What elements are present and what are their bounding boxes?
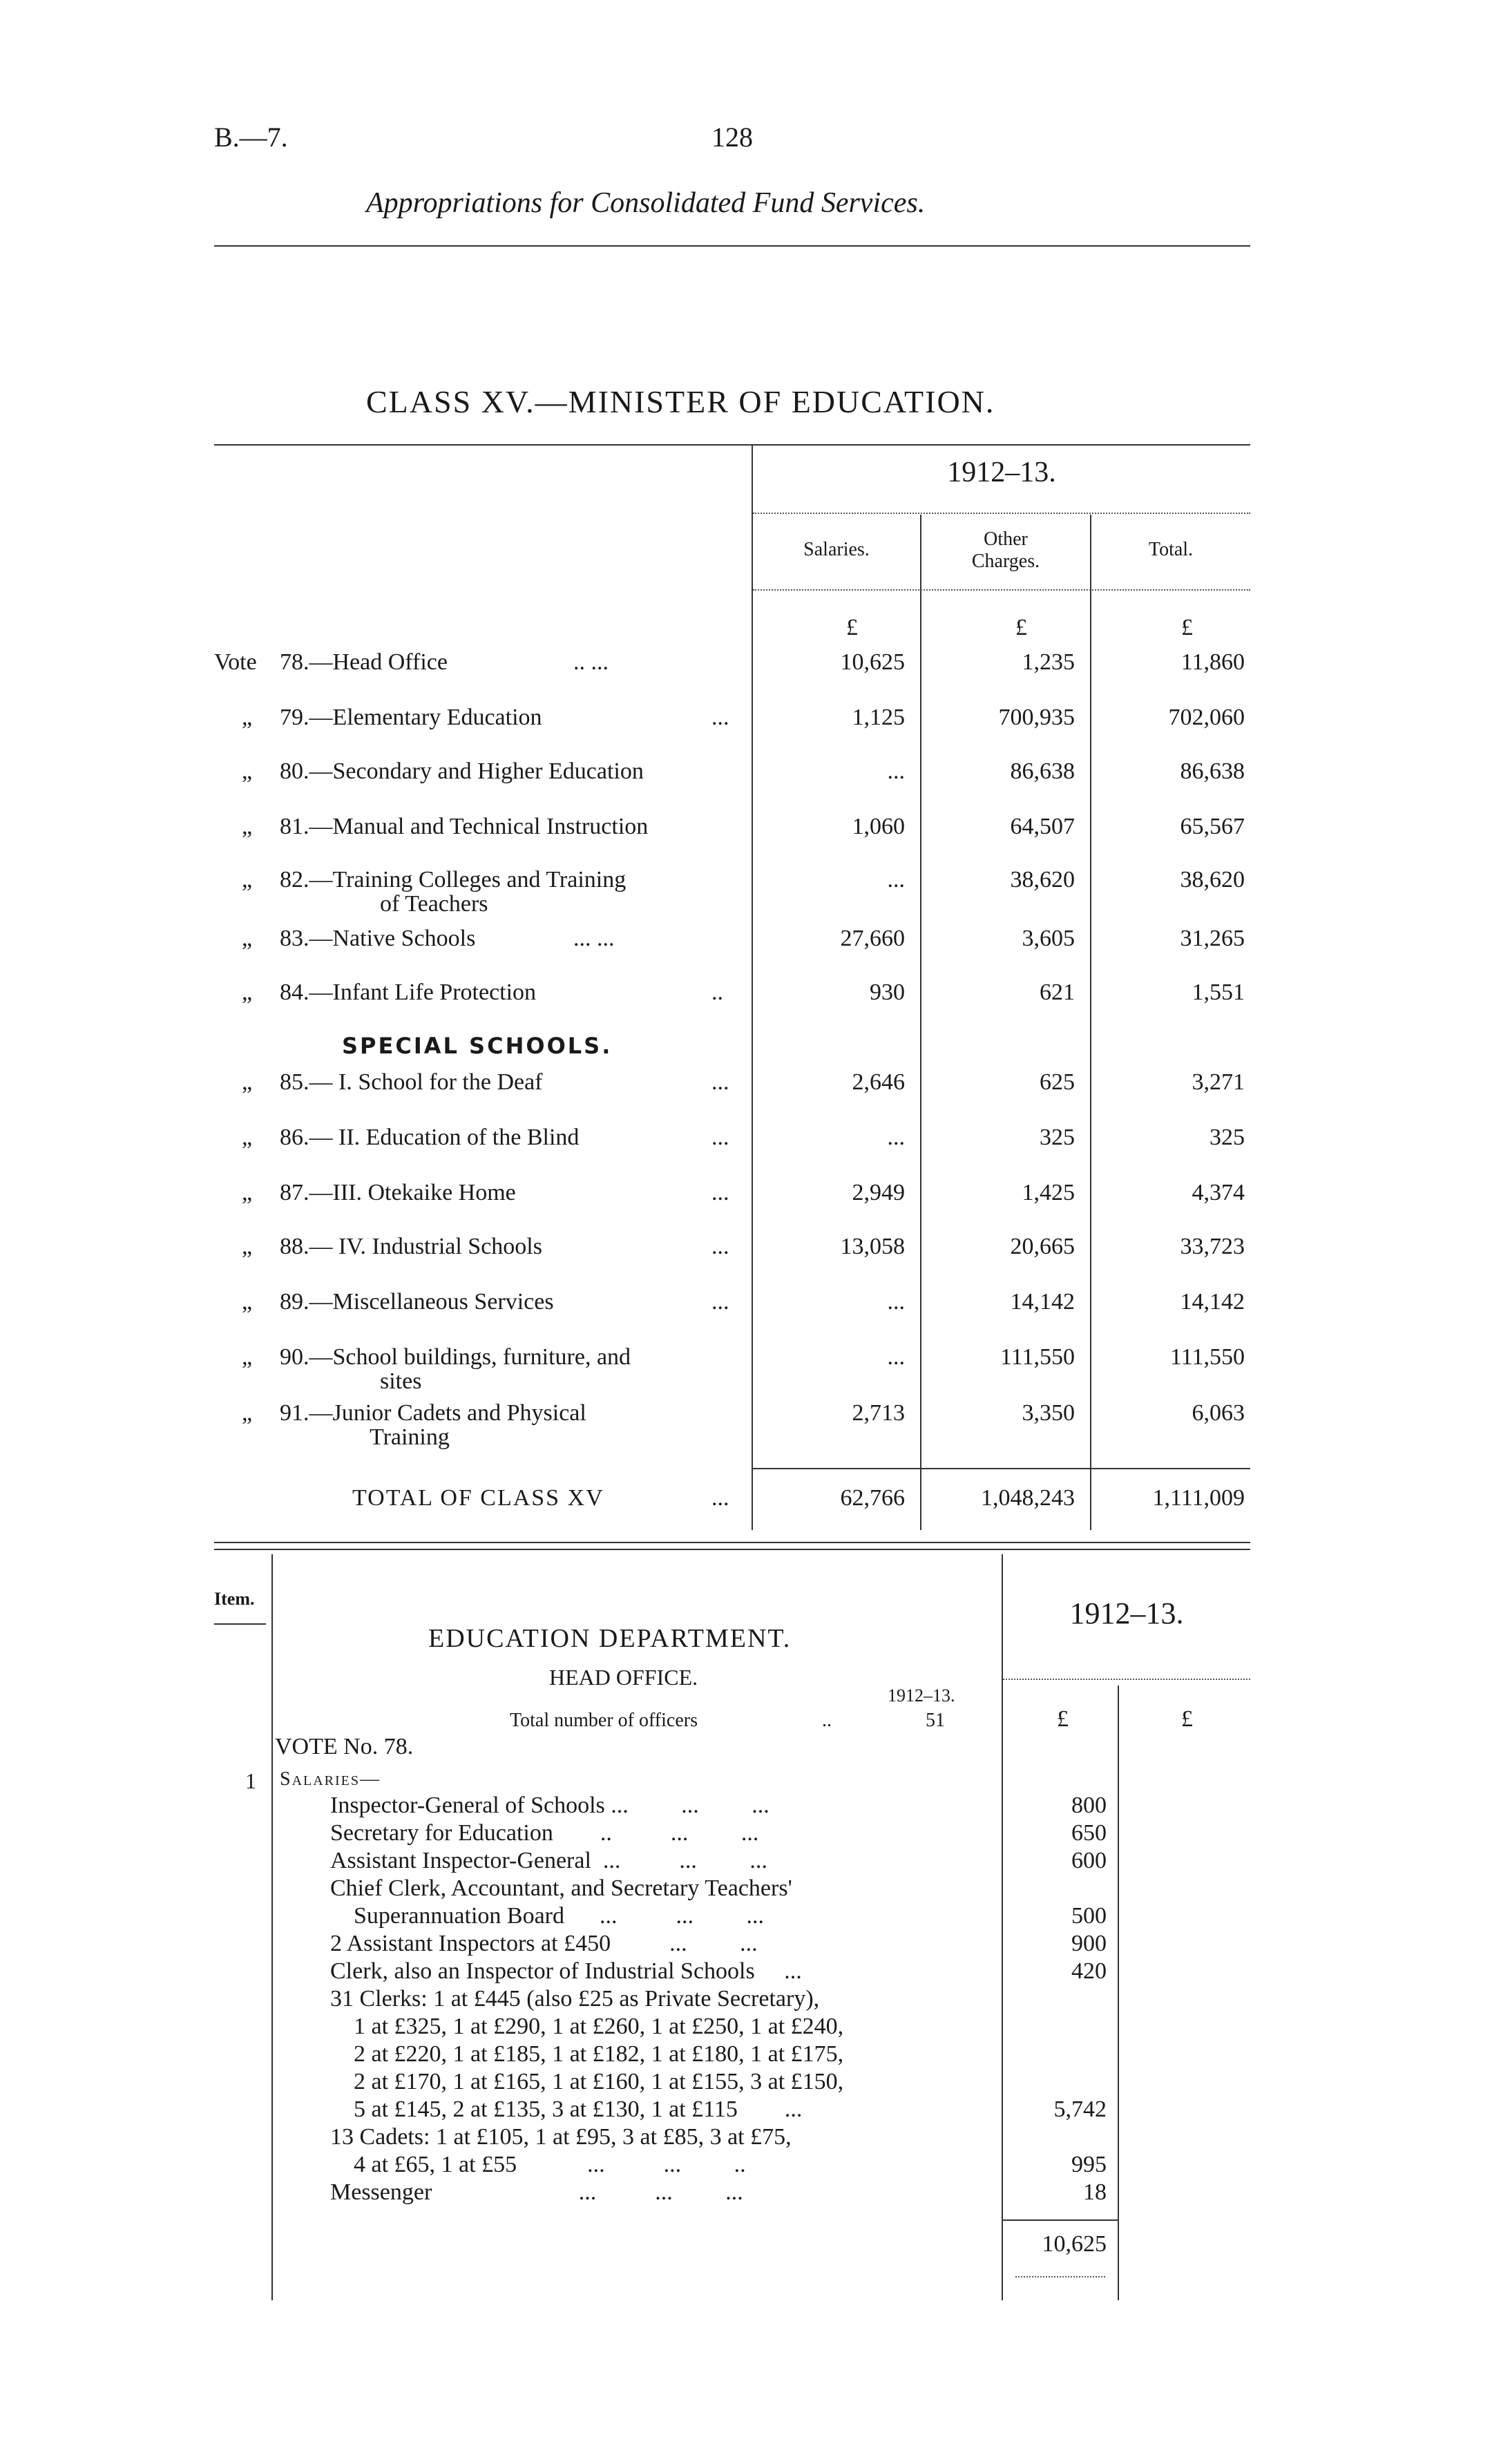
amount-sub-col-rule xyxy=(1118,1685,1119,2300)
col-salaries-header: Salaries. xyxy=(803,539,870,560)
row-total: 4,374 xyxy=(1192,1180,1245,1205)
row-salaries: ... xyxy=(887,1344,905,1370)
total-top-rule xyxy=(753,1468,1250,1469)
row-prefix: „ xyxy=(242,1069,253,1095)
row-other-charges: 625 xyxy=(1040,1069,1075,1095)
row-prefix: „ xyxy=(242,1125,253,1150)
row-prefix: „ xyxy=(242,1400,253,1426)
salary-line: 4 at £65, 1 at £55 ... ... .. xyxy=(330,2152,746,2177)
salary-line: Clerk, also an Inspector of Industrial Schools ... xyxy=(330,1958,802,1984)
col-other-header-1: Other xyxy=(984,528,1028,550)
row-other-charges: 1,235 xyxy=(1022,649,1075,675)
row-prefix: „ xyxy=(242,1344,253,1370)
total-other: 1,048,243 xyxy=(981,1485,1075,1511)
row-other-charges: 14,142 xyxy=(1010,1289,1075,1315)
officers-label: Total number of officers xyxy=(510,1710,698,1731)
row-label: 91.—Junior Cadets and Physical xyxy=(280,1400,586,1426)
salary-line: Secretary for Education .. ... ... xyxy=(330,1820,759,1846)
row-dots: .. ... xyxy=(573,649,609,675)
row-other-charges: 700,935 xyxy=(998,705,1075,730)
total-bottom-rule-2 xyxy=(214,1549,1250,1550)
row-total: 11,860 xyxy=(1180,649,1245,675)
header-divider xyxy=(753,589,1250,591)
salary-amount: 900 xyxy=(1071,1931,1107,1956)
header-rule xyxy=(214,245,1250,247)
row-other-charges: 1,425 xyxy=(1022,1180,1075,1205)
row-total: 111,550 xyxy=(1170,1344,1245,1370)
total-salaries: 62,766 xyxy=(840,1485,905,1511)
salary-line: 13 Cadets: 1 at £105, 1 at £95, 3 at £85, 3 at £75, xyxy=(330,2124,792,2150)
salary-line: Assistant Inspector-General ... ... ... xyxy=(330,1848,767,1873)
salaries-heading: Salaries— xyxy=(280,1768,381,1790)
salary-amount: 995 xyxy=(1071,2152,1107,2177)
currency-other: £ xyxy=(1015,615,1027,640)
row-other-charges: 3,605 xyxy=(1022,926,1075,951)
class-title: CLASS XV.—MINISTER OF EDUCATION. xyxy=(366,384,995,419)
row-prefix: „ xyxy=(242,980,253,1005)
row-salaries: 2,646 xyxy=(852,1069,905,1095)
special-schools-heading: SPECIAL SCHOOLS. xyxy=(342,1033,613,1059)
row-total: 6,063 xyxy=(1192,1400,1245,1426)
class-year: 1912–13. xyxy=(947,457,1056,488)
row-label-continued: of Teachers xyxy=(380,891,488,917)
row-other-charges: 111,550 xyxy=(1000,1344,1075,1370)
salaries-subtotal: 10,625 xyxy=(1042,2231,1107,2257)
year-divider xyxy=(753,513,1250,514)
row-total: 325 xyxy=(1210,1125,1245,1150)
row-prefix: Vote xyxy=(214,649,257,675)
currency-total: £ xyxy=(1181,615,1193,640)
salary-line: 2 at £170, 1 at £165, 1 at £160, 1 at £155, 3 at £150, xyxy=(330,2069,844,2094)
row-total: 38,620 xyxy=(1180,867,1245,892)
row-total: 702,060 xyxy=(1168,705,1245,730)
class-table-top-rule xyxy=(214,444,1250,446)
row-salaries: 10,625 xyxy=(840,649,905,675)
row-prefix: „ xyxy=(242,867,253,892)
row-total: 86,638 xyxy=(1180,758,1245,784)
row-prefix: „ xyxy=(242,1234,253,1259)
row-salaries: 2,949 xyxy=(852,1180,905,1205)
row-salaries: 2,713 xyxy=(852,1400,905,1426)
row-prefix: „ xyxy=(242,758,253,784)
row-label: 84.—Infant Life Protection xyxy=(280,980,537,1005)
salary-line: 2 Assistant Inspectors at £450 ... ... xyxy=(330,1931,758,1956)
salary-amount: 500 xyxy=(1071,1903,1107,1929)
row-prefix: „ xyxy=(242,926,253,951)
row-dots: ... ... xyxy=(573,926,615,951)
row-salaries: ... xyxy=(887,1125,905,1150)
row-other-charges: 86,638 xyxy=(1010,758,1075,784)
row-prefix: „ xyxy=(242,705,253,730)
currency-salaries: £ xyxy=(846,615,858,640)
vote-label: VOTE No. 78. xyxy=(275,1734,414,1759)
salary-line: Messenger ... ... ... xyxy=(330,2179,743,2205)
dept-year-divider xyxy=(1003,1679,1250,1680)
total-total: 1,111,009 xyxy=(1152,1485,1245,1511)
dept-year-right: 1912–13. xyxy=(1069,1596,1184,1630)
dept-currency-1: £ xyxy=(1057,1706,1069,1732)
item-header-underline xyxy=(214,1623,266,1625)
row-label: 87.—III. Otekaike Home xyxy=(280,1180,516,1205)
row-salaries: ... xyxy=(887,867,905,892)
row-label: 78.—Head Office xyxy=(280,649,448,675)
row-total: 1,551 xyxy=(1192,980,1245,1005)
item-col-rule xyxy=(271,1554,273,2300)
row-salaries: 930 xyxy=(870,980,905,1005)
row-label-continued: Training xyxy=(370,1424,450,1450)
row-other-charges: 20,665 xyxy=(1010,1234,1075,1259)
officers-dots: .. xyxy=(822,1710,832,1731)
salary-amount: 18 xyxy=(1083,2179,1107,2205)
row-salaries: 1,060 xyxy=(852,814,905,839)
salary-line: Inspector-General of Schools ... ... ... xyxy=(330,1793,769,1818)
salary-line: 2 at £220, 1 at £185, 1 at £182, 1 at £180, 1 at £175, xyxy=(330,2041,844,2067)
total-label: TOTAL OF CLASS XV xyxy=(352,1485,604,1511)
row-label: 81.—Manual and Technical Instruction xyxy=(280,814,649,839)
row-dots: ... xyxy=(711,1234,729,1259)
row-prefix: „ xyxy=(242,1180,253,1205)
dept-title: EDUCATION DEPARTMENT. xyxy=(428,1624,792,1653)
salary-amount: 800 xyxy=(1071,1793,1107,1818)
subtotal-bottom-dots xyxy=(1015,2276,1105,2277)
dept-year-small: 1912–13. xyxy=(888,1685,955,1706)
row-total: 65,567 xyxy=(1180,814,1245,839)
salary-line: 1 at £325, 1 at £290, 1 at £260, 1 at £250, 1 at £240, xyxy=(330,2014,844,2039)
row-other-charges: 64,507 xyxy=(1010,814,1075,839)
row-label: 82.—Training Colleges and Training xyxy=(280,867,627,892)
row-label: 88.— IV. Industrial Schools xyxy=(280,1234,542,1259)
page-subtitle: Appropriations for Consolidated Fund Services. xyxy=(366,187,926,219)
row-label: 86.— II. Education of the Blind xyxy=(280,1125,580,1150)
row-label: 80.—Secondary and Higher Education xyxy=(280,758,644,784)
item-header: Item. xyxy=(214,1589,255,1609)
row-label: 90.—School buildings, furniture, and xyxy=(280,1344,631,1370)
row-salaries: 27,660 xyxy=(840,926,905,951)
salary-line: 31 Clerks: 1 at £445 (also £25 as Private Secretary), xyxy=(330,1986,820,2012)
row-label: 83.—Native Schools xyxy=(280,926,476,951)
salary-amount: 5,742 xyxy=(1053,2097,1107,2122)
row-salaries: ... xyxy=(887,758,905,784)
row-dots: ... xyxy=(711,705,729,730)
row-salaries: ... xyxy=(887,1289,905,1315)
col-total-header: Total. xyxy=(1148,539,1194,560)
total-bottom-rule-1 xyxy=(214,1542,1250,1543)
row-dots: ... xyxy=(711,1069,729,1095)
salary-line: Chief Clerk, Accountant, and Secretary Teachers' xyxy=(330,1875,792,1901)
row-total: 31,265 xyxy=(1180,926,1245,951)
salary-amount: 600 xyxy=(1071,1848,1107,1873)
row-label-continued: sites xyxy=(380,1368,422,1394)
salary-amount: 650 xyxy=(1071,1820,1107,1846)
row-salaries: 13,058 xyxy=(840,1234,905,1259)
page-number: 128 xyxy=(711,122,753,153)
dept-currency-2: £ xyxy=(1181,1706,1193,1732)
salary-amount: 420 xyxy=(1071,1958,1107,1984)
col-other-header-2: Charges. xyxy=(971,551,1040,572)
row-other-charges: 325 xyxy=(1040,1125,1075,1150)
subtotal-rule xyxy=(1003,2219,1118,2221)
dept-subtitle: HEAD OFFICE. xyxy=(549,1665,698,1690)
row-dots: ... xyxy=(711,1125,729,1150)
row-label: 79.—Elementary Education xyxy=(280,705,542,730)
row-prefix: „ xyxy=(242,814,253,839)
row-other-charges: 621 xyxy=(1040,980,1075,1005)
salary-line: Superannuation Board ... ... ... xyxy=(330,1903,764,1929)
row-other-charges: 38,620 xyxy=(1010,867,1075,892)
officers-count: 51 xyxy=(926,1710,945,1731)
item-number: 1 xyxy=(245,1768,256,1793)
row-dots: ... xyxy=(711,1180,729,1205)
row-total: 33,723 xyxy=(1180,1234,1245,1259)
total-dots: ... xyxy=(711,1485,729,1511)
row-label: 89.—Miscellaneous Services xyxy=(280,1289,554,1315)
row-prefix: „ xyxy=(242,1289,253,1315)
row-total: 3,271 xyxy=(1192,1069,1245,1095)
row-dots: .. xyxy=(711,980,723,1005)
row-salaries: 1,125 xyxy=(852,705,905,730)
salary-line: 5 at £145, 2 at £135, 3 at £130, 1 at £115 ... xyxy=(330,2097,803,2122)
row-total: 14,142 xyxy=(1180,1289,1245,1315)
row-label: 85.— I. School for the Deaf xyxy=(280,1069,543,1095)
page-reference: B.—7. xyxy=(214,122,288,153)
row-other-charges: 3,350 xyxy=(1022,1400,1075,1426)
row-dots: ... xyxy=(711,1289,729,1315)
